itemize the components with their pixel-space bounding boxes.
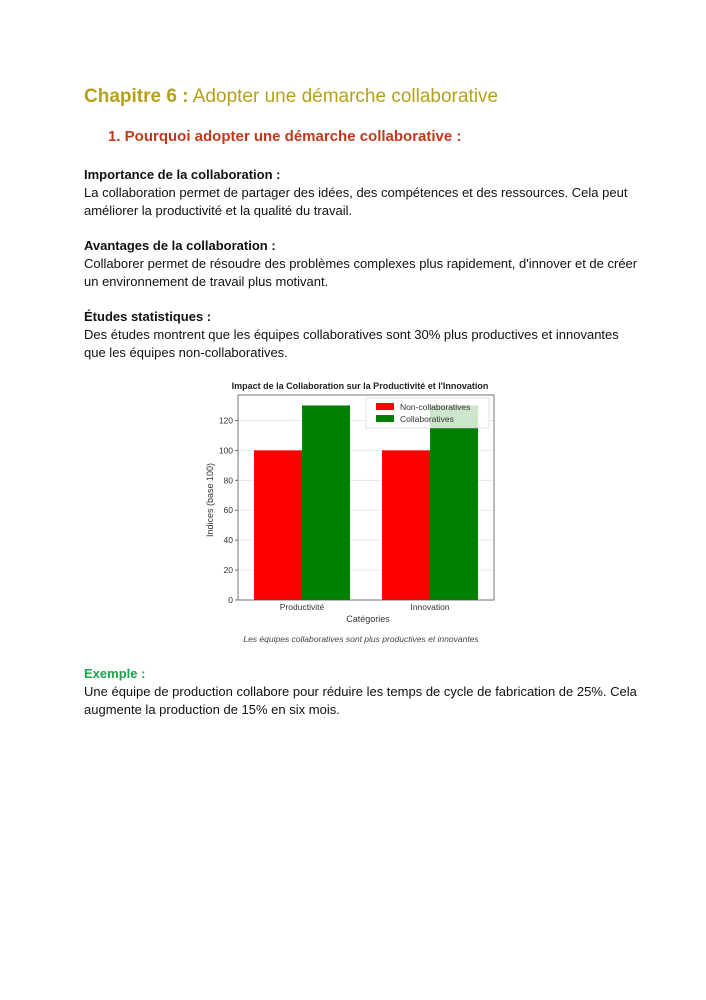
chart-y-tick-label: 100 <box>218 445 233 456</box>
collaboration-bar-chart <box>198 376 508 648</box>
chart-legend-swatch <box>376 403 394 410</box>
chapter-name: Adopter une démarche collaborative <box>188 86 499 107</box>
chapter-number: Chapitre 6 : <box>84 86 189 107</box>
example-block <box>84 665 644 719</box>
advantages-text: Collaborer permet de résoudre des problèmes complexes plus rapidement, d'innover et de créer un environnement de travail plus motivant. <box>84 256 638 289</box>
chart-legend-swatch <box>376 415 394 422</box>
example-heading: Exemple : <box>84 666 146 681</box>
example-text: Une équipe de production collabore pour réduire les temps de cycle de fabrication de 25%. Cela augmente la production de 15% en six mois. <box>84 684 637 717</box>
importance-block <box>84 166 644 220</box>
chart-bar <box>254 450 302 600</box>
chart-bar <box>430 405 478 600</box>
advantages-heading: Avantages de la collaboration : <box>84 238 276 253</box>
chart-legend-label: Collaboratives <box>400 414 454 424</box>
importance-heading: Importance de la collaboration : <box>84 167 281 182</box>
chart-caption: Les équipes collaboratives sont plus productives et innovantes <box>243 634 479 644</box>
chart-title: Impact de la Collaboration sur la Productivité et l'Innovation <box>231 381 489 391</box>
importance-text: La collaboration permet de partager des idées, des compétences et des ressources. Cela peut améliorer la productivité et la qualité du travail. <box>84 185 628 218</box>
chart-y-tick-label: 0 <box>228 595 233 605</box>
statistics-heading: Études statistiques : <box>84 309 212 324</box>
chart-y-tick-label: 60 <box>223 505 233 516</box>
chart-y-tick-label: 120 <box>218 415 233 426</box>
chart-y-tick-label: 40 <box>223 535 233 546</box>
statistics-text: Des études montrent que les équipes collaboratives sont 30% plus productives et innovantes que les équipes non-collaboratives. <box>84 327 619 360</box>
chart-y-tick-label: 80 <box>223 475 233 486</box>
section-title: 1. Pourquoi adopter une démarche collaborative : <box>108 128 462 145</box>
chapter-title <box>84 86 498 108</box>
chart-x-tick-label: Productivité <box>279 602 325 612</box>
chart-bar <box>302 405 350 600</box>
chart-legend-label: Non-collaboratives <box>400 402 471 412</box>
statistics-block <box>84 308 644 362</box>
chart-y-tick-label: 20 <box>223 565 233 576</box>
chart-bar <box>382 450 430 600</box>
chart-x-axis-label: Catégories <box>346 614 390 624</box>
chart-x-tick-label: Innovation <box>410 602 450 612</box>
advantages-block <box>84 237 644 291</box>
chart-y-axis-label: Indices (base 100) <box>205 462 215 538</box>
